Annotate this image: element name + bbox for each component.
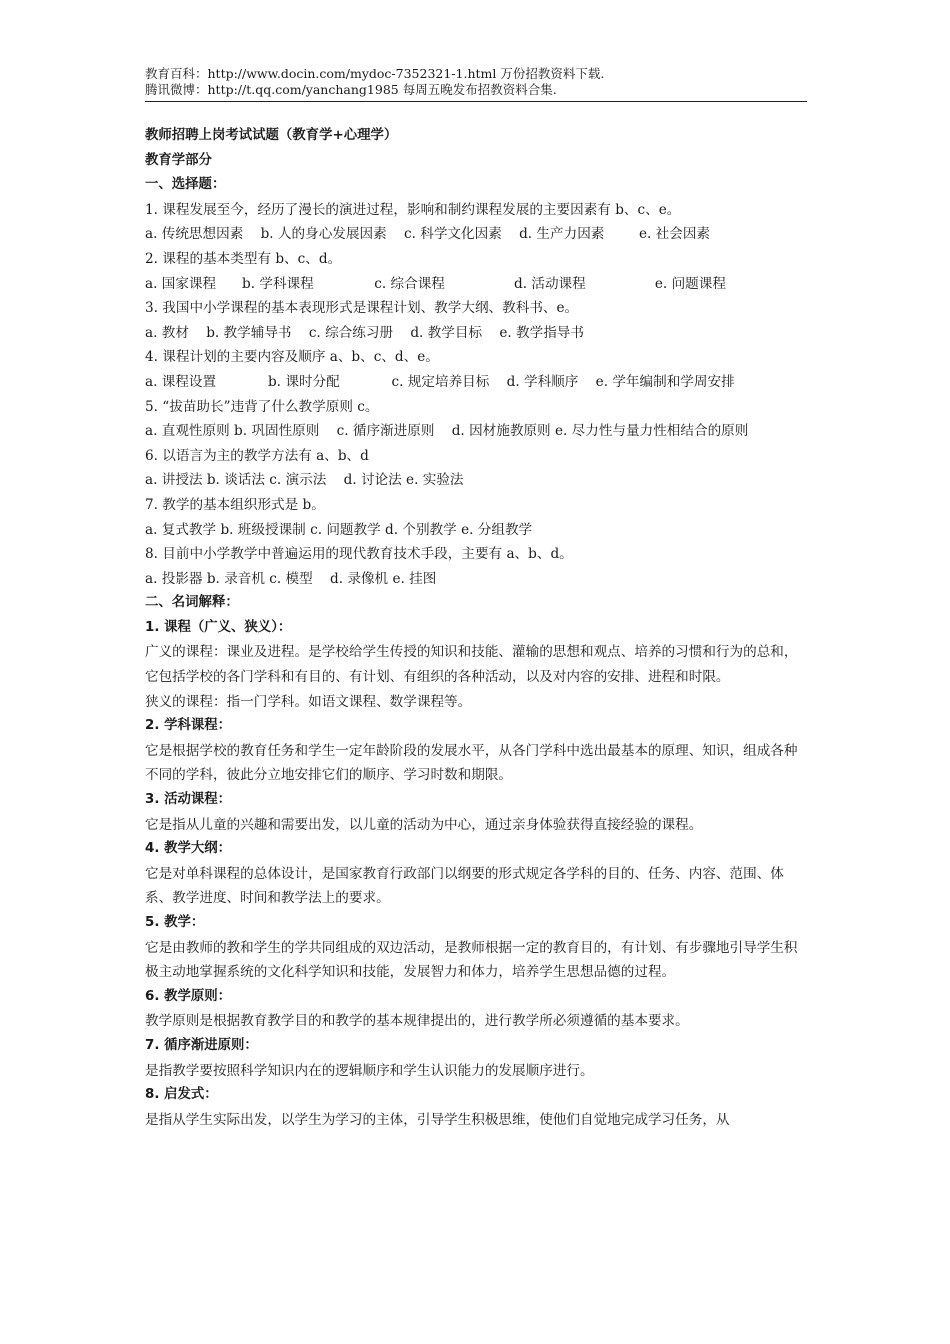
term-heading: 1. 课程（广义、狭义）： — [145, 619, 292, 635]
question-6-options: a. 讲授法 b. 谈话法 c. 演示法 d. 讨论法 e. 实验法 — [145, 472, 464, 489]
question-6: 6. 以语言为主的教学方法有 a、b、d — [145, 447, 369, 464]
part-heading: 教育学部分 — [145, 152, 212, 168]
document-title: 教师招聘上岗考试试题（教育学+心理学） — [145, 128, 398, 143]
header-line-docin: 教育百科：http://www.docin.com/mydoc-7352321-1.html 万份招教资料下载. — [145, 66, 605, 81]
document-body — [145, 124, 810, 1132]
page-header — [145, 66, 807, 98]
term-heading: 4. 教学大纲： — [145, 841, 232, 857]
header-line-weibo: 腾讯微博：http://t.qq.com/yanchang1985 每周五晚发布招教资料合集. — [145, 82, 557, 97]
section-heading-choice: 一、选择题： — [145, 177, 226, 193]
question-7-options: a. 复式教学 b. 班级授课制 c. 问题教学 d. 个别教学 e. 分组教学 — [145, 521, 533, 538]
question-3: 3. 我国中小学课程的基本表现形式是课程计划、教学大纲、教科书、e。 — [145, 300, 579, 317]
term-definition: 是指从学生实际出发，以学生为学习的主体，引导学生积极思维，使他们自觉地完成学习任务，从 — [145, 1111, 730, 1128]
section-heading-terms: 二、名词解释： — [145, 595, 239, 611]
question-2: 2. 课程的基本类型有 b、c、d。 — [145, 250, 342, 267]
term-heading: 7. 循序渐进原则： — [145, 1037, 258, 1053]
term-heading: 8. 启发式： — [145, 1087, 218, 1103]
term-heading: 5. 教学： — [145, 915, 205, 930]
term-heading: 3. 活动课程： — [145, 792, 232, 808]
term-definition: 教学原则是根据教育教学目的和教学的基本规律提出的，进行教学所必须遵循的基本要求。 — [145, 1013, 689, 1030]
term-heading: 2. 学科课程： — [145, 718, 232, 734]
term-definition: 广义的课程：课业及进程。是学校给学生传授的知识和技能、灌输的思想和观点、培养的习惯和行为的总和，它包括学校的各门学科和有目的、有计划、有组织的各种活动，以及对内容的安排、进程和时限。 — [145, 644, 798, 686]
question-4-options: a. 课程设置 b. 课时分配 c. 规定培养目标 d. 学科顺序 e. 学年编制和学周安排 — [145, 373, 735, 390]
term-definition: 它是由教师的教和学生的学共同组成的双边活动，是教师根据一定的教育目的，有计划、有步骤地引导学生积极主动地掌握系统的文化科学知识和技能，发展智力和体力，培养学生思想品德的过程。 — [145, 939, 798, 981]
term-definition: 是指教学要按照科学知识内在的逻辑顺序和学生认识能力的发展顺序进行。 — [145, 1062, 594, 1079]
header-divider — [145, 101, 807, 102]
question-2-options: a. 国家课程 b. 学科课程 c. 综合课程 d. 活动课程 e. 问题课程 — [145, 275, 726, 292]
term-heading: 6. 教学原则： — [145, 988, 232, 1004]
question-7: 7. 教学的基本组织形式是 b。 — [145, 496, 325, 513]
question-1: 1. 课程发展至今，经历了漫长的演进过程，影响和制约课程发展的主要因素有 b、c、e。 — [145, 201, 681, 218]
question-8: 8. 目前中小学教学中普遍运用的现代教育技术手段，主要有 a、b、d。 — [145, 546, 573, 563]
question-5-options: a. 直观性原则 b. 巩固性原则 c. 循序渐进原则 d. 因材施教原则 e. 尽力性与量力性相结合的原则 — [145, 423, 749, 440]
question-5: 5. “拔苗助长”违背了什么教学原则 c。 — [145, 398, 379, 415]
question-8-options: a. 投影器 b. 录音机 c. 模型 d. 录像机 e. 挂图 — [145, 570, 437, 587]
question-1-options: a. 传统思想因素 b. 人的身心发展因素 c. 科学文化因素 d. 生产力因素 e. 社会因素 — [145, 226, 711, 243]
term-definition: 它是根据学校的教育任务和学生一定年龄阶段的发展水平，从各门学科中选出最基本的原理、知识，组成各种不同的学科，彼此分立地安排它们的顺序、学习时数和期限。 — [145, 742, 798, 784]
term-definition: 狭义的课程：指一门学科。如语文课程、数学课程等。 — [145, 693, 472, 710]
term-definition: 它是对单科课程的总体设计，是国家教育行政部门以纲要的形式规定各学科的目的、任务、内容、范围、体系、教学进度、时间和教学法上的要求。 — [145, 865, 784, 907]
term-definition: 它是指从儿童的兴趣和需要出发，以儿童的活动为中心，通过亲身体验获得直接经验的课程。 — [145, 816, 703, 833]
question-4: 4. 课程计划的主要内容及顺序 a、b、c、d、e。 — [145, 349, 439, 366]
question-3-options: a. 教材 b. 教学辅导书 c. 综合练习册 d. 教学目标 e. 教学指导书 — [145, 324, 584, 341]
